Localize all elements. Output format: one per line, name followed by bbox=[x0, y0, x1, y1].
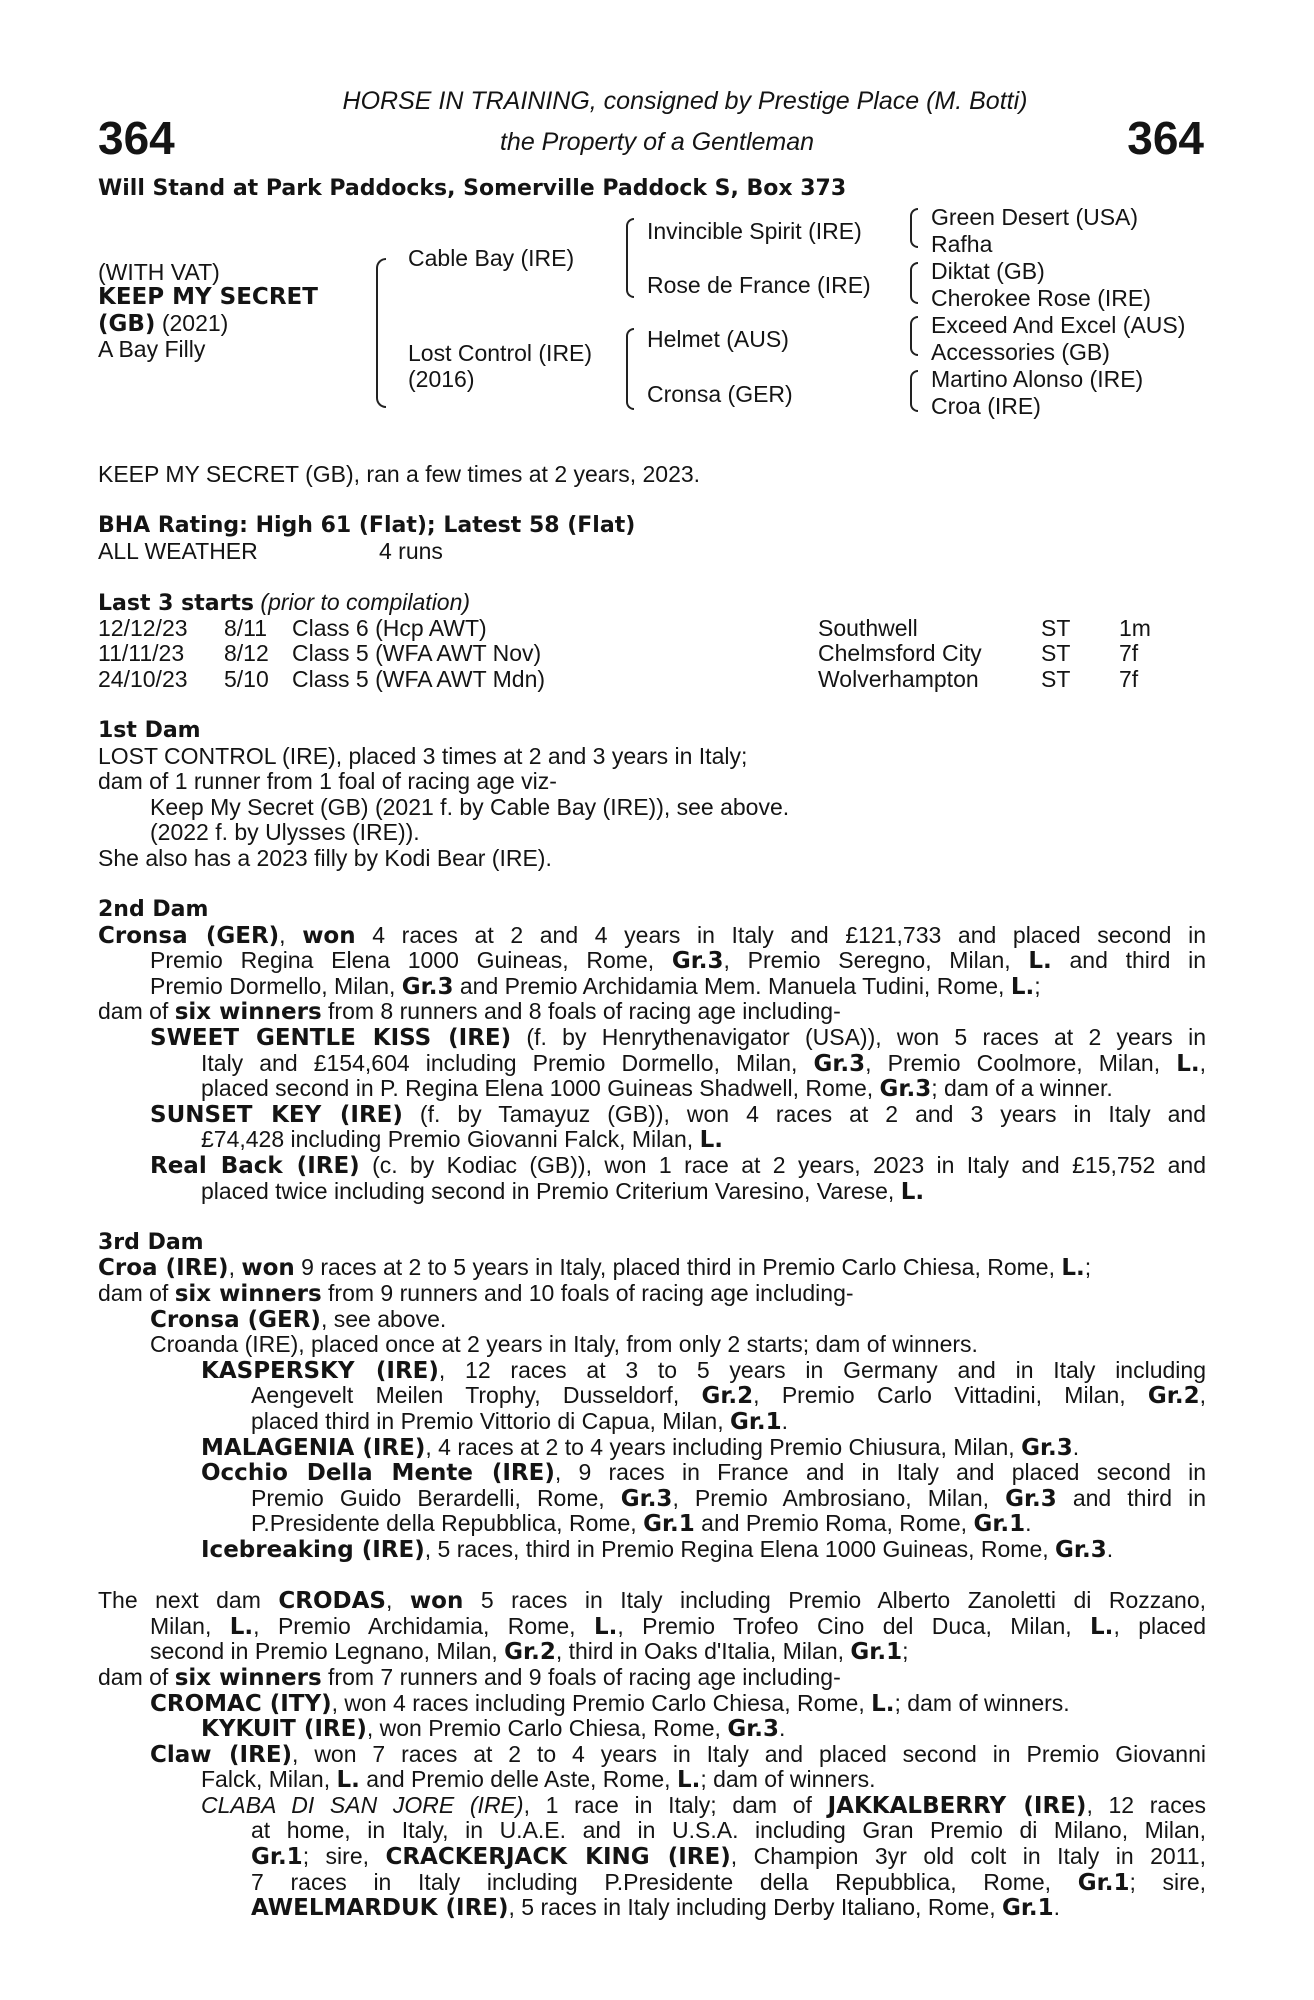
third-dam-line: placed third in Premio Vittorio di Capua, Milan, Gr.1. bbox=[251, 1407, 789, 1435]
next-dam-line: The next dam CRODAS, won 5 races in Italy including Premio Alberto Zanoletti di Rozzano, bbox=[98, 1587, 1207, 1615]
surface-record bbox=[98, 539, 1206, 565]
dam-sire: Helmet (AUS) bbox=[647, 326, 789, 352]
third-dam-heading: 3rd Dam bbox=[98, 1229, 204, 1255]
race-summary: KEEP MY SECRET (GB), ran a few times at 2 years, 2023. bbox=[98, 461, 701, 487]
next-dam-line: second in Premio Legnano, Milan, Gr.2, third in Oaks d'Italia, Milan, Gr.1; bbox=[150, 1638, 909, 1666]
first-dam-heading: 1st Dam bbox=[98, 717, 201, 743]
third-dam-line: Croanda (IRE), placed once at 2 years in Italy, from only 2 starts; dam of winners. bbox=[150, 1331, 978, 1358]
horse-name-line2 bbox=[98, 310, 228, 337]
second-dam-line: Premio Regina Elena 1000 Guineas, Rome, Gr.3, Premio Seregno, Milan, L. and third in bbox=[150, 947, 1206, 975]
third-dam-line: Premio Guido Berardelli, Rome, Gr.3, Premio Ambrosiano, Milan, Gr.3 and third in bbox=[251, 1484, 1206, 1512]
last-starts-heading: Last 3 starts (prior to compilation) bbox=[98, 588, 471, 616]
last-starts-table bbox=[98, 616, 1206, 693]
next-dam-line: at home, in Italy, in U.A.E. and in U.S.A. including Gran Premio di Milano, Milan, bbox=[251, 1817, 1206, 1844]
horse-name: KEEP MY SECRET bbox=[98, 284, 318, 310]
sire-brace bbox=[626, 218, 634, 298]
surface-runs: 4 runs bbox=[379, 537, 443, 564]
third-dam-line: Icebreaking (IRE), 5 races, third in Premio Regina Elena 1000 Guineas, Rome, Gr.3. bbox=[201, 1535, 1114, 1563]
ggp-brace-4 bbox=[910, 370, 918, 412]
catalogue-body bbox=[98, 462, 1206, 1921]
ggp-brace-2 bbox=[910, 262, 918, 304]
dam-dam: Cronsa (GER) bbox=[647, 381, 793, 407]
dam-year: (2016) bbox=[408, 366, 475, 392]
horse-year: (2021) bbox=[155, 310, 229, 336]
ggp-7: Martino Alonso (IRE) bbox=[931, 366, 1144, 392]
first-dam-line: She also has a 2023 filly by Kodi Bear (IRE). bbox=[98, 844, 552, 871]
horse-country: (GB) bbox=[98, 311, 156, 337]
third-dam-line: Occhio Della Mente (IRE), 9 races in France and in Italy and placed second in bbox=[201, 1459, 1207, 1487]
third-dam-line: MALAGENIA (IRE), 4 races at 2 to 4 years including Premio Chiusura, Milan, Gr.3. bbox=[201, 1433, 1080, 1461]
first-dam-line: Keep My Secret (GB) (2021 f. by Cable Bay (IRE)), see above. bbox=[150, 793, 790, 820]
vat-note: (WITH VAT) bbox=[98, 259, 220, 285]
third-dam-line: dam of six winners from 9 runners and 10 foals of racing age including- bbox=[98, 1280, 854, 1307]
ggp-brace-3 bbox=[910, 316, 918, 356]
property-line: the Property of a Gentleman bbox=[499, 128, 815, 156]
next-dam-line: Milan, L., Premio Archidamia, Rome, L., Premio Trofeo Cino del Duca, Milan, L., placed bbox=[150, 1612, 1207, 1640]
surface-name: ALL WEATHER bbox=[98, 537, 258, 564]
first-dam-line: dam of 1 runner from 1 foal of racing age viz- bbox=[98, 768, 557, 795]
second-dam-line: Cronsa (GER), won 4 races at 2 and 4 years in Italy and £121,733 and placed second in bbox=[98, 921, 1206, 949]
ggp-8: Croa (IRE) bbox=[931, 393, 1041, 419]
sire-name: Cable Bay (IRE) bbox=[408, 245, 575, 271]
dam-brace bbox=[626, 328, 634, 410]
second-dam-line: Real Back (IRE) (c. by Kodiac (GB)), won 1 race at 2 years, 2023 in Italy and £15,752 and bbox=[150, 1152, 1206, 1180]
ggp-5: Exceed And Excel (AUS) bbox=[931, 312, 1186, 338]
second-dam-line: Premio Dormello, Milan, Gr.3 and Premio Archidamia Mem. Manuela Tudini, Rome, L.; bbox=[150, 972, 1041, 1000]
second-dam-line: £74,428 including Premio Giovanni Falck, Milan, L. bbox=[201, 1126, 723, 1154]
sire-sire: Invincible Spirit (IRE) bbox=[647, 218, 862, 244]
lot-number-left: 364 bbox=[98, 112, 175, 164]
first-dam-line: LOST CONTROL (IRE), placed 3 times at 2 and 3 years in Italy; bbox=[98, 742, 748, 769]
third-dam-line: P.Presidente della Repubblica, Rome, Gr.1 and Premio Roma, Rome, Gr.1. bbox=[251, 1510, 1032, 1538]
next-dam-line: AWELMARDUK (IRE), 5 races in Italy including Derby Italiano, Rome, Gr.1. bbox=[251, 1894, 1061, 1922]
second-dam-line: Italy and £154,604 including Premio Dormello, Milan, Gr.3, Premio Coolmore, Milan, L., bbox=[201, 1049, 1206, 1077]
next-dam-line: CLABA DI SAN JORE (IRE), 1 race in Italy; dam of JAKKALBERRY (IRE), 12 races bbox=[201, 1791, 1207, 1819]
second-dam-line: dam of six winners from 8 runners and 8 foals of racing age including- bbox=[98, 998, 841, 1026]
start-row: 11/11/23 8/12 Class 5 (WFA AWT Nov) Chelmsford City ST 7f bbox=[98, 640, 1139, 667]
sire-dam: Rose de France (IRE) bbox=[647, 272, 871, 298]
next-dam-line: Claw (IRE), won 7 races at 2 to 4 years in Italy and placed second in Premio Giovanni bbox=[150, 1740, 1206, 1768]
pedigree-main-brace bbox=[376, 258, 386, 408]
consignment-line: HORSE IN TRAINING, consigned by Prestige Place (M. Botti) bbox=[342, 87, 1028, 115]
first-dam-line: (2022 f. by Ulysses (IRE)). bbox=[150, 819, 420, 846]
horse-description: A Bay Filly bbox=[98, 336, 206, 362]
second-dam-line: SUNSET KEY (IRE) (f. by Tamayuz (GB)), won 4 races at 2 and 3 years in Italy and bbox=[150, 1100, 1206, 1128]
next-dam-line: dam of six winners from 7 runners and 9 foals of racing age including- bbox=[98, 1663, 841, 1691]
stand-location: Will Stand at Park Paddocks, Somerville Paddock S, Box 373 bbox=[98, 176, 847, 201]
second-dam-line: placed twice including second in Premio Criterium Varesino, Varese, L. bbox=[201, 1177, 925, 1205]
next-dam-line: Falck, Milan, L. and Premio delle Aste, Rome, L.; dam of winners. bbox=[201, 1766, 876, 1794]
ggp-1: Green Desert (USA) bbox=[931, 204, 1139, 230]
third-dam-line: Cronsa (GER), see above. bbox=[150, 1305, 447, 1333]
ggp-6: Accessories (GB) bbox=[931, 339, 1110, 365]
second-dam-heading: 2nd Dam bbox=[98, 897, 209, 923]
ggp-brace-1 bbox=[910, 208, 918, 248]
ggp-2: Rafha bbox=[931, 231, 993, 257]
lot-number-right: 364 bbox=[1127, 112, 1204, 164]
start-row: 12/12/23 8/11 Class 6 (Hcp AWT) Southwell ST 1m bbox=[98, 614, 1151, 641]
start-row: 24/10/23 5/10 Class 5 (WFA AWT Mdn) Wolverhampton ST 7f bbox=[98, 665, 1139, 692]
third-dam-line: Croa (IRE), won 9 races at 2 to 5 years in Italy, placed third in Premio Carlo Chiesa, Rome, L.; bbox=[98, 1254, 1092, 1282]
next-dam-line: CROMAC (ITY), won 4 races including Premio Carlo Chiesa, Rome, L.; dam of winners. bbox=[150, 1689, 1070, 1717]
second-dam-line: SWEET GENTLE KISS (IRE) (f. by Henrythenavigator (USA)), won 5 races at 2 years in bbox=[150, 1024, 1206, 1052]
dam-name: Lost Control (IRE) bbox=[408, 340, 593, 366]
bha-rating: BHA Rating: High 61 (Flat); Latest 58 (Flat) bbox=[98, 513, 636, 539]
second-dam-line: placed second in P. Regina Elena 1000 Guineas Shadwell, Rome, Gr.3; dam of a winner. bbox=[201, 1075, 1113, 1103]
ggp-4: Cherokee Rose (IRE) bbox=[931, 285, 1151, 311]
next-dam-line: KYKUIT (IRE), won Premio Carlo Chiesa, Rome, Gr.3. bbox=[201, 1715, 786, 1743]
third-dam-line: KASPERSKY (IRE), 12 races at 3 to 5 years in Germany and in Italy including bbox=[201, 1356, 1206, 1384]
next-dam-line: 7 races in Italy including P.Presidente della Repubblica, Rome, Gr.1; sire, bbox=[251, 1868, 1206, 1896]
third-dam-line: Aengevelt Meilen Trophy, Dusseldorf, Gr.2, Premio Carlo Vittadini, Milan, Gr.2, bbox=[251, 1382, 1206, 1410]
ggp-3: Diktat (GB) bbox=[931, 258, 1045, 284]
next-dam-line: Gr.1; sire, CRACKERJACK KING (IRE), Champion 3yr old colt in Italy in 2011, bbox=[251, 1843, 1206, 1871]
